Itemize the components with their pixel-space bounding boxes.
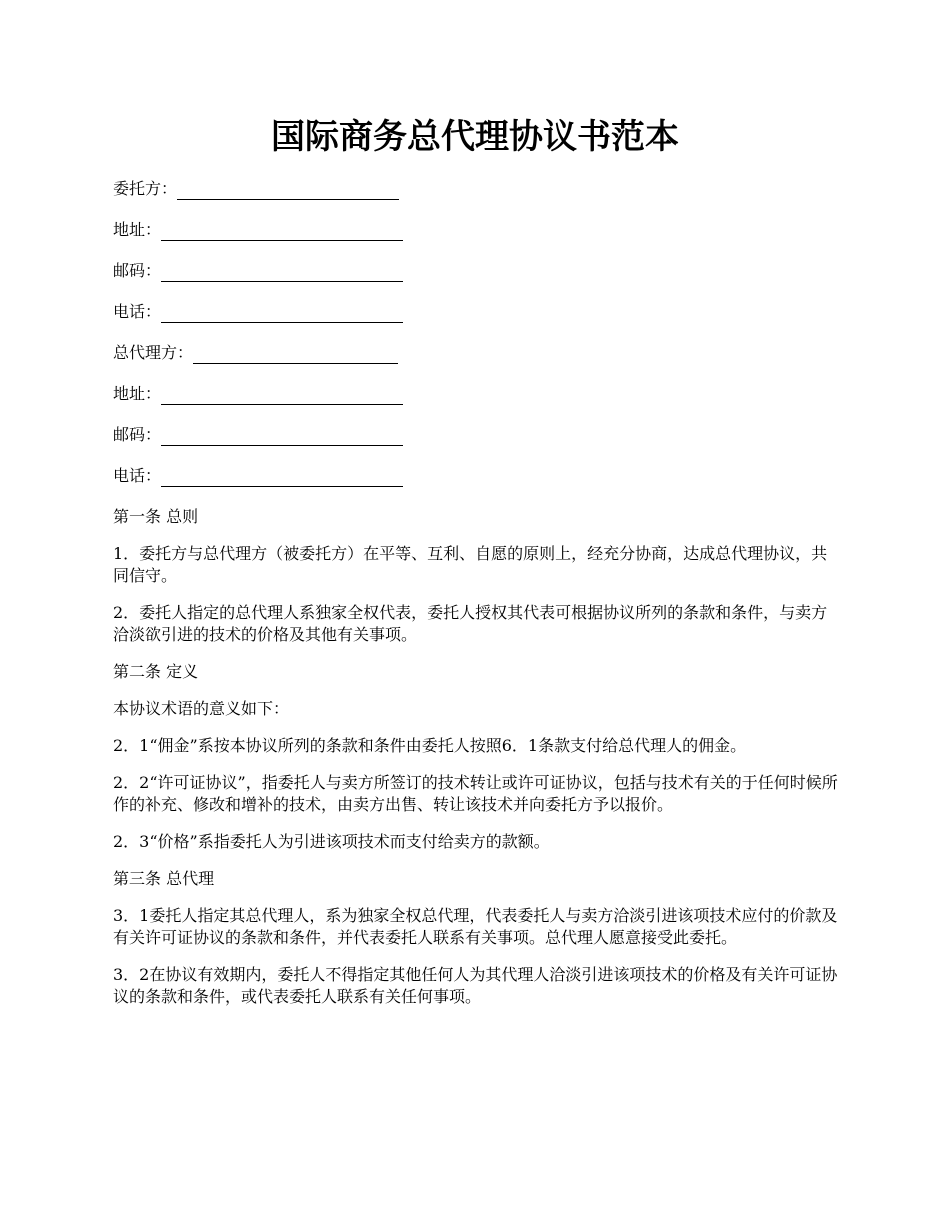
principal-name-field [113, 178, 843, 200]
article-1-heading: 第一条 总则 [113, 507, 199, 526]
agent-name-field [113, 342, 843, 364]
agent-phone-field [113, 465, 843, 487]
article-2-paragraph-2: 2．2“许可证协议”，指委托人与卖方所签订的技术转让或许可证协议，包括与技术有关的于任何时候所作的补充、修改和增补的技术，由卖方出售、转让该技术并向委托方予以报价。 [113, 773, 838, 814]
agent-phone-blank [161, 472, 403, 487]
principal-name-label: 委托方： [113, 179, 178, 198]
principal-postcode-label: 邮码： [113, 261, 162, 280]
article-3-heading: 第三条 总代理 [113, 869, 215, 888]
agent-name-blank [193, 349, 398, 364]
principal-name-blank [177, 185, 399, 200]
principal-address-field [113, 219, 843, 241]
principal-address-label: 地址： [113, 220, 162, 239]
agent-postcode-field [113, 424, 843, 446]
document-title: 国际商务总代理协议书范本 [271, 117, 679, 157]
article-2-paragraph-1: 2．1“佣金”系按本协议所列的条款和条件由委托人按照6．1条款支付给总代理人的佣金。 [113, 736, 747, 755]
article-1-paragraph-2: 2．委托人指定的总代理人系独家全权代表，委托人授权其代表可根据协议所列的条款和条件，与卖方洽淡欲引进的技术的价格及其他有关事项。 [113, 603, 828, 644]
agent-address-label: 地址： [113, 384, 162, 403]
article-2-intro: 本协议术语的意义如下： [113, 699, 290, 718]
article-2-heading: 第二条 定义 [113, 662, 199, 681]
agent-phone-label: 电话： [113, 466, 162, 485]
agent-postcode-blank [161, 431, 403, 446]
principal-postcode-field [113, 260, 843, 282]
agent-postcode-label: 邮码： [113, 425, 162, 444]
principal-phone-field [113, 301, 843, 323]
agent-address-blank [161, 390, 403, 405]
principal-phone-blank [161, 308, 403, 323]
principal-postcode-blank [161, 267, 403, 282]
principal-address-blank [161, 226, 403, 241]
article-3-paragraph-2: 3．2在协议有效期内，委托人不得指定其他任何人为其代理人洽淡引进该项技术的价格及有关许可证协议的条款和条件，或代表委托人联系有关任何事项。 [113, 965, 838, 1006]
agent-address-field [113, 383, 843, 405]
article-2-paragraph-3: 2．3“价格”系指委托人为引进该项技术而支付给卖方的款额。 [113, 832, 550, 851]
agent-name-label: 总代理方： [113, 343, 194, 362]
document-body [113, 178, 843, 1023]
article-3-paragraph-1: 3．1委托人指定其总代理人，系为独家全权总代理，代表委托人与卖方洽淡引进该项技术应付的价款及有关许可证协议的条款和条件，并代表委托人联系有关事项。总代理人愿意接受此委托。 [113, 906, 838, 947]
principal-phone-label: 电话： [113, 302, 162, 321]
article-1-paragraph-1: 1．委托方与总代理方（被委托方）在平等、互利、自愿的原则上，经充分协商，达成总代理协议，共同信守。 [113, 544, 828, 585]
